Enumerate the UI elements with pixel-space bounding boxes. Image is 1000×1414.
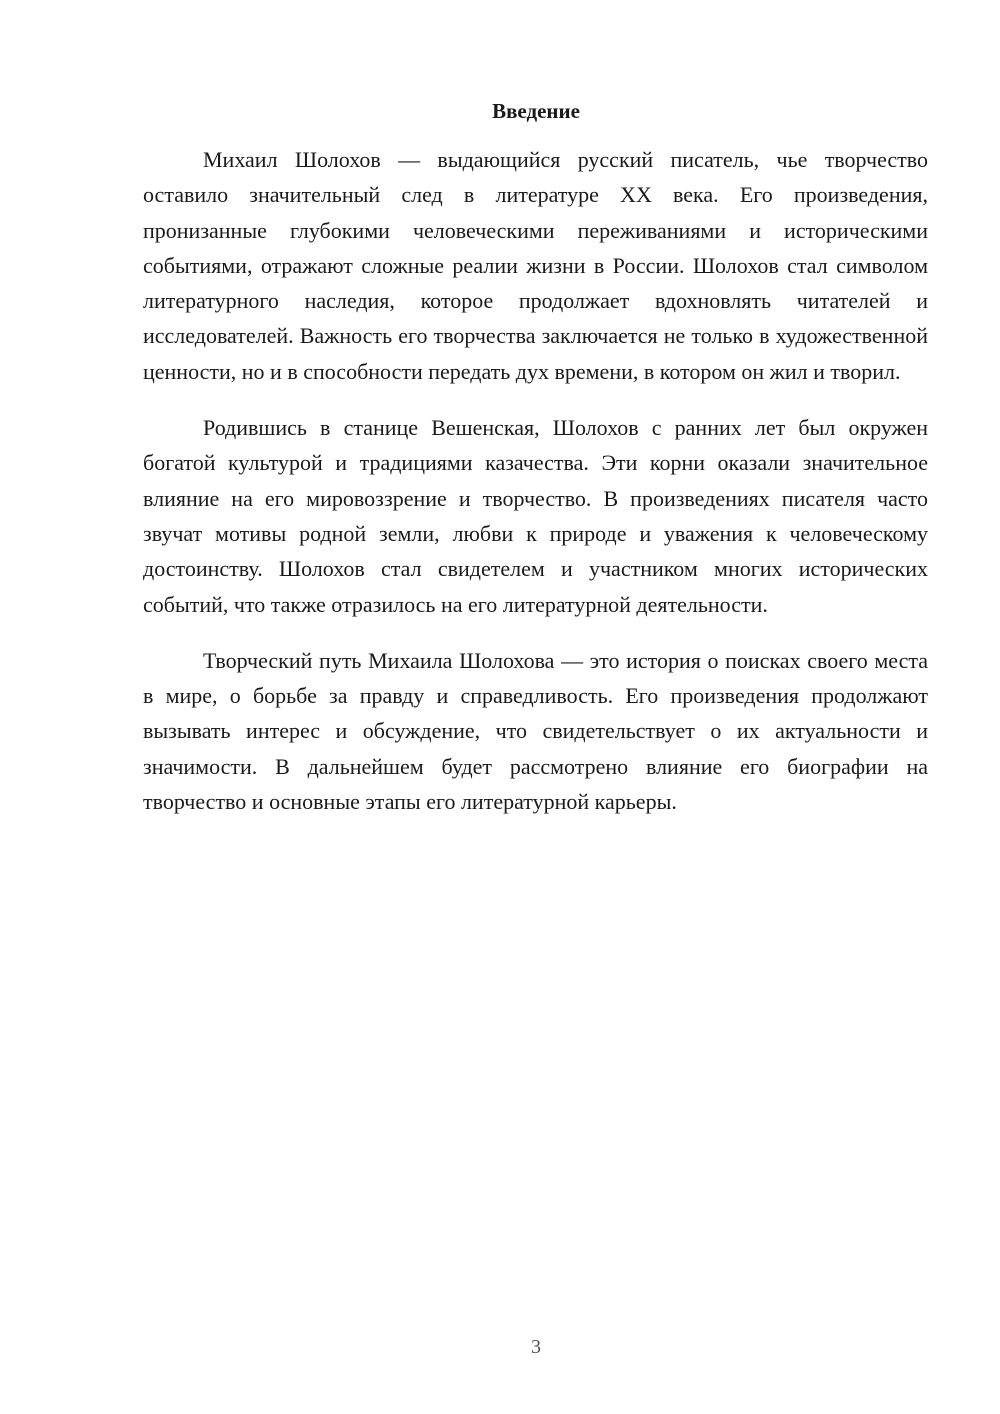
paragraph-3: Творческий путь Михаила Шолохова — это история о поисках своего места в мире, о борьбе за правду и справедливость. Его произведения продолжают вызывать интерес и обсуждение, что свидетельствует о их актуальности и значимости. В дальнейшем будет рассмотрено влияние его биографии на творчество и основные этапы его литературной карьеры. bbox=[143, 647, 928, 815]
body-text bbox=[143, 142, 928, 840]
section-heading: Введение bbox=[492, 99, 580, 123]
paragraph-1: Михаил Шолохов — выдающийся русский писатель, чье творчество оставило значительный след в литературе XX века. Его произведения, пронизанные глубокими человеческими переживаниями и историческими событиями, отражают сложные реалии жизни в России. Шолохов стал символом литературного наследия, которое продолжает вдохновлять читателей и исследователей. Важность его творчества заключается не только в художественной ценности, но и в способности передать дух времени, в котором он жил и творил. bbox=[143, 147, 928, 384]
page-number: 3 bbox=[531, 1336, 541, 1358]
paragraph-2: Родившись в станице Вешенская, Шолохов с ранних лет был окружен богатой культурой и традициями казачества. Эти корни оказали значительное влияние на его мировоззрение и творчество. В произведениях писателя часто звучат мотивы родной земли, любви к природе и уважения к человеческому достоинству. Шолохов стал свидетелем и участником многих исторических событий, что также отразилось на его литературной деятельности. bbox=[143, 415, 928, 617]
